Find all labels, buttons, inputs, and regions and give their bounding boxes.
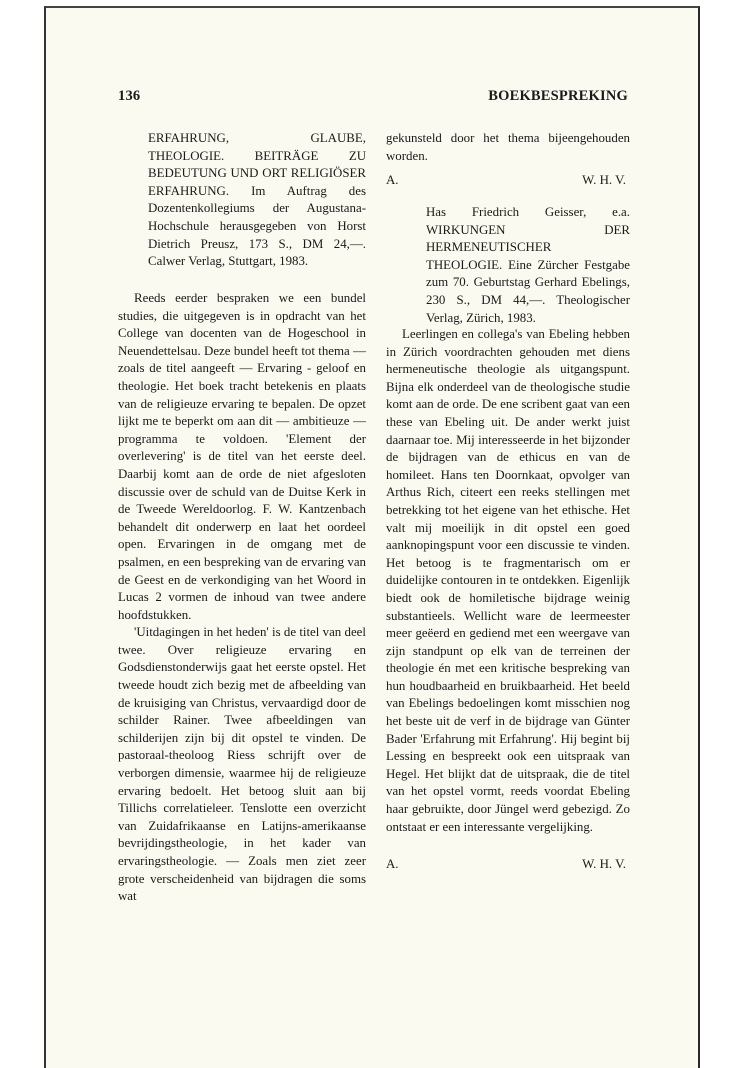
review1-paragraph-1: Reeds eerder bespraken we een bundel studies, die uitgegeven is in opdracht van het College van docenten van de Hogeschool in Neuendettelsau. Deze bundel heeft tot thema — zoals de titel aangeeft — Ervaring - geloof en theologie. Het boek tracht betekenis en plaats van de religieuze ervaring te bepalen. De opzet lijkt me te beperkt om aan dit — ambitieuze — programma te voldoen. 'Element der overlevering' is de titel van het eerste deel. Daarbij komt aan de orde de niet afgesloten discussie over de schuld van de Duitse Kerk in de Tweede Wereldoorlog. F. W. Kantzenbach behandelt dit onderwerp en laat het oordeel open. Ervaringen in de omgang met de psalmen, en een bespreking van de ervaring van de Geest en de verkondiging van het Woord in Lucas 2 vormen de inhoud van twee andere hoofdstukken. [118, 291, 366, 622]
review1-body [118, 290, 366, 906]
review1-bibliography: ERFAHRUNG, GLAUBE, THEOLOGIE. BEITRÄGE ZU BEDEUTUNG UND ORT RELIGIÖSER ERFAHRUNG. Im Auftrag des Dozentenkollegiums der Augustana-Hochschule herausgegeben von Horst Dietrich Preusz, 173 S., DM 24,—. Calwer Verlag, Stuttgart, 1983. [148, 131, 366, 269]
review1-signature-name: W. H. V. [582, 173, 626, 187]
review2-body [386, 326, 630, 836]
journal-page [44, 6, 700, 1068]
review1-paragraph-2: 'Uitdagingen in het heden' is de titel van deel twee. Over religieuze ervaring en Godsdienstonderwijs gaat het eerste opstel. Het tweede houdt zich bezig met de afbeelding van de kruisiging van Christus, vervaardigd door de schilder Rainer. Twee afbeeldingen van schilderijen zijn bij dit opstel te vinden. De pastoraal-theoloog Riess schrijft over de verborgen dimensie, waarmee hij de religieuze ervaring bedoelt. Het betoog sluit aan bij Tillichs correlatieleer. Tenslotte een overzicht van Zuidafrikaanse en Latijns-amerikaanse bevrijdingstheologie, in het kader van ervaringstheologie. — Zoals men ziet zeer grote verscheidenheid van bijdragen die soms wat [118, 625, 366, 904]
review1-continuation: gekunsteld door het thema bijeengehouden worden. [386, 131, 630, 163]
review2-signature-name: W. H. V. [582, 857, 626, 871]
review2-bibliography: Has Friedrich Geisser, e.a. WIRKUNGEN DER HERMENEUTISCHER THEOLOGIE. Eine Zürcher Festgabe zum 70. Geburtstag Gerhard Ebelings, 230 S., DM 44,—. Theologischer Verlag, Zürich, 1983. [426, 205, 630, 325]
review1-signature-initial: A. [386, 173, 399, 187]
review2-paragraph-1: Leerlingen en collega's van Ebeling hebben in Zürich voordrachten gehouden met diens hermeneutische theologie als uitgangspunt. Bijna elk onderdeel van de theologische studie komt aan de orde. De ene scribent gaat van een these van Ebeling uit. De ander werkt juist daarnaar toe. Mij interesseerde in het bijzonder de bijdragen van de ethicus en van de homileet. Hans ten Doornkaat, opvolger van Arthus Rich, citeert een reeks stellingen met betrekking tot het eigene van het ethische. Het valt mij moeilijk in dit opstel een goed aanknopingspunt voor een discussie te vinden. Het betoog is te fragmentarisch om er duidelijke contouren in te ontdekken. Eigenlijk biedt ook de homiletische bijdrage weinig substantieels. Wellicht ware de leermeester meer geëerd en gediend met een weergave van zijn standpunt op elk van de terreinen der theologie én met een kritische bespreking van hun houdbaarheid en bruikbaarheid. Het beeld van Ebelings bedoelingen komt misschien nog het beste uit de verf in de bijdrage van Günter Bader 'Erfahrung mit Erfahrung'. Hij begint bij Lessing en bespreekt ook een uitspraak van Hegel. Het blijkt dat de uitspraak, die de titel van het opstel vormt, reeds voordat Ebeling haar gebruikte, door Jüngel werd gebezigd. Zo ontstaat er een interessante vergelijking. [386, 327, 630, 834]
running-title: BOEKBESPREKING [488, 88, 628, 104]
page-number: 136 [118, 88, 141, 104]
review2-signature-initial: A. [386, 857, 399, 871]
